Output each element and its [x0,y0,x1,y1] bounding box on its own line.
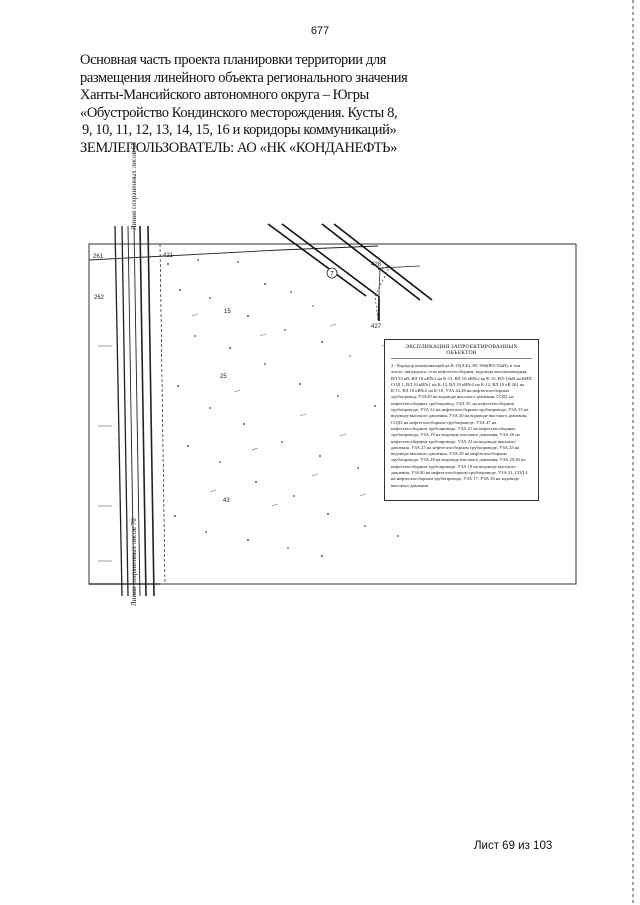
map-top-label [128,142,216,234]
explication-legend [384,339,539,501]
document-heading [80,52,440,157]
bottom-label-text: Линия сохраненных лисов 70 [130,518,138,606]
point-label-15: 15 [224,309,231,315]
heading-line: «Обустройство Кондинского месторождения. Кусты 8, [80,104,398,121]
top-label-rotated [128,142,216,232]
point-label-261: 261 [93,254,104,260]
corridor-ticks [98,346,112,561]
terrain-marks [167,259,411,557]
diagonal-corridor [268,224,432,300]
heading-line: Основная часть проекта планировки территории для [80,52,386,68]
page-number: 677 [310,25,330,37]
point-label-25: 25 [220,374,227,380]
bottom-label-rotated [128,518,216,610]
point-label-43: 43 [223,498,230,504]
map-bottom-label [128,518,216,612]
legend-body: 2 - Коридор коммуникаций на К-15(А,Б), НС-866(ВЛ-35кВ), в том числе: автодорога, сети нефтегазосборная, водовода высоконапорная, ВЛ 35 кВ, ВЛ 10 кВ№1 на К-15, ВЛ 10 кВ№2 на К-15, ВЛ-10кВ на КНП СОД 1, ВЛ 10 кВ№1 на К-12, ВЛ 10 кВ№2 на К-12, ВЛ 10 кВ 261 на К-11, ВЛ 10 кВ№2 на К-10, УЗА 44,46 на нефтегазосборных трубопровод, УЗА29 на водоводе высокого давления, СОД1 на нефтегазосборных трубопровод, УЗА 5С на нефтегазосборном трубопроводе, УЗА 32 на нефтегазосборном трубопроводе, УЗА 35 на водоводе высокого давления, УЗА 20 на водоводе высокого давления, СОД3 на нефтегазосборном трубопроводе, УЗА 47 на нефтегазосборном трубопроводе, УЗА 21 на нефтегазосборных трубопровода, УЗА 19 на водоводе высокого давления, УЗА 20 на нефтегазосборном трубопроводе, УЗА 22 на водоводе высокого давления, УЗА 27 на нефтегазосборном трубопроводе, УЗА 25 на водоводе высокого давления, УЗА 29 на нефтегазосборном трубопроводе, УЗА 28 на водоводе высокого давления, УЗА 29,30 на нефтегазосборном трубопроводе, УЗА 19 на водоводе высокого давления, УЗА30 на нефтегазосборном трубопроводе, УЗА 31, СОД 4 на нефтегазосборном трубопроводе, УЗА 17, УЗА 18 на водоводе высокого давления [391,363,532,488]
top-label-text: Линия сохраненных лисов 68 [130,142,138,230]
point-label-427: 427 [371,324,382,330]
heading-line: 9, 10, 11, 12, 13, 14, 15, 16 и коридоры коммуникаций» [82,122,397,138]
point-label-421: 421 [163,253,174,259]
page-edge-shadow [632,0,634,905]
point-label-428: 428 [371,262,382,268]
heading-line: ЗЕМЛЕПОЛЬЗОВАТЕЛЬ: АО «НК «КОНДАНЕФТЬ» [80,139,397,156]
heading-line: Ханты-Мансийского автономного округа – Югры [80,87,369,103]
point-label-262: 262 [94,295,105,301]
corridor-lines [115,226,165,596]
marker-label: 7 [330,271,334,278]
sheet-counter: Лист 69 из 103 [474,840,553,852]
heading-line: размещения линейного объекта регионального значения [80,69,408,86]
legend-title: ЭКСПЛИКАЦИЯ ЗАПРОЕКТИРОВАННЫХ ОБЪЕКТОВ [391,344,532,359]
terrain-hatches [192,314,388,506]
boundary-line [89,246,378,260]
